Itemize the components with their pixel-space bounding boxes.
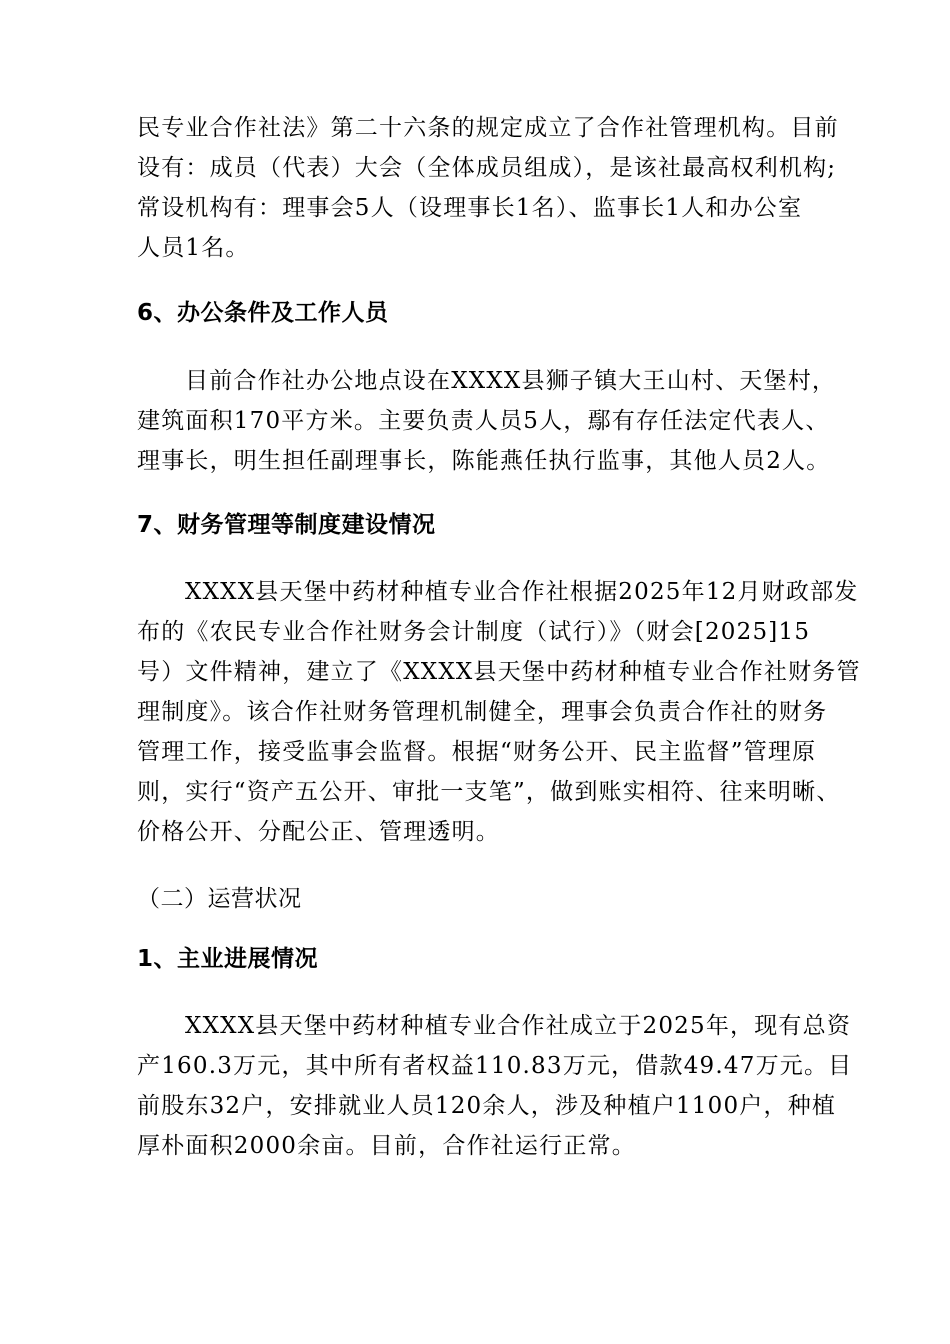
- paragraph-line: 民专业合作社法》第二十六条的规定成立了合作社管理机构。目前: [137, 115, 839, 141]
- paragraph-line: 常设机构有：理事会5人（设理事长1名）、监事长1人和办公室: [137, 195, 803, 221]
- paragraph-line: 设有：成员（代表）大会（全体成员组成），是该社最高权利机构;: [137, 155, 837, 181]
- section-heading-1: 1、主业进展情况: [137, 946, 319, 972]
- paragraph-line: 目前合作社办公地点设在XXXX县狮子镇大王山村、天堡村，: [185, 368, 837, 394]
- paragraph-line: 产160.3万元，其中所有者权益110.83万元，借款49.47万元。目: [137, 1053, 853, 1079]
- paragraph-line: 人员1名。: [137, 235, 250, 261]
- paragraph-line: 则，实行“资产五公开、审批一支笔”，做到账实相符、往来明晰、: [137, 779, 841, 805]
- section-heading-6: 6、办公条件及工作人员: [137, 300, 389, 326]
- paragraph-line: 前股东32户，安排就业人员120余人，涉及种植户1100户，种植: [137, 1093, 837, 1119]
- paragraph-line: 建筑面积170平方米。主要负责人员5人，鄢有存任法定代表人、: [137, 408, 830, 434]
- paragraph-line: 号）文件精神，建立了《XXXX县天堡中药材种植专业合作社财务管: [137, 659, 861, 685]
- paragraph-line: 理制度》。该合作社财务管理机制健全，理事会负责合作社的财务: [137, 699, 828, 725]
- section-heading-operations: （二）运营状况: [137, 886, 302, 912]
- paragraph-line: 价格公开、分配公正、管理透明。: [137, 819, 500, 845]
- paragraph-line: XXXX县天堡中药材种植专业合作社成立于2025年，现有总资: [185, 1013, 852, 1039]
- paragraph-line: 布的《农民专业合作社财务会计制度（试行）》（财会[2025]15: [137, 619, 811, 645]
- section-heading-7: 7、财务管理等制度建设情况: [137, 512, 436, 538]
- paragraph-line: 理事长，明生担任副理事长，陈能燕任执行监事，其他人员2人。: [137, 448, 831, 474]
- paragraph-line: XXXX县天堡中药材种植专业合作社根据2025年12月财政部发: [185, 579, 859, 605]
- paragraph-line: 管理工作，接受监事会监督。根据“财务公开、民主监督”管理原: [137, 739, 817, 765]
- paragraph-line: 厚朴面积2000余亩。目前，合作社运行正常。: [137, 1133, 636, 1159]
